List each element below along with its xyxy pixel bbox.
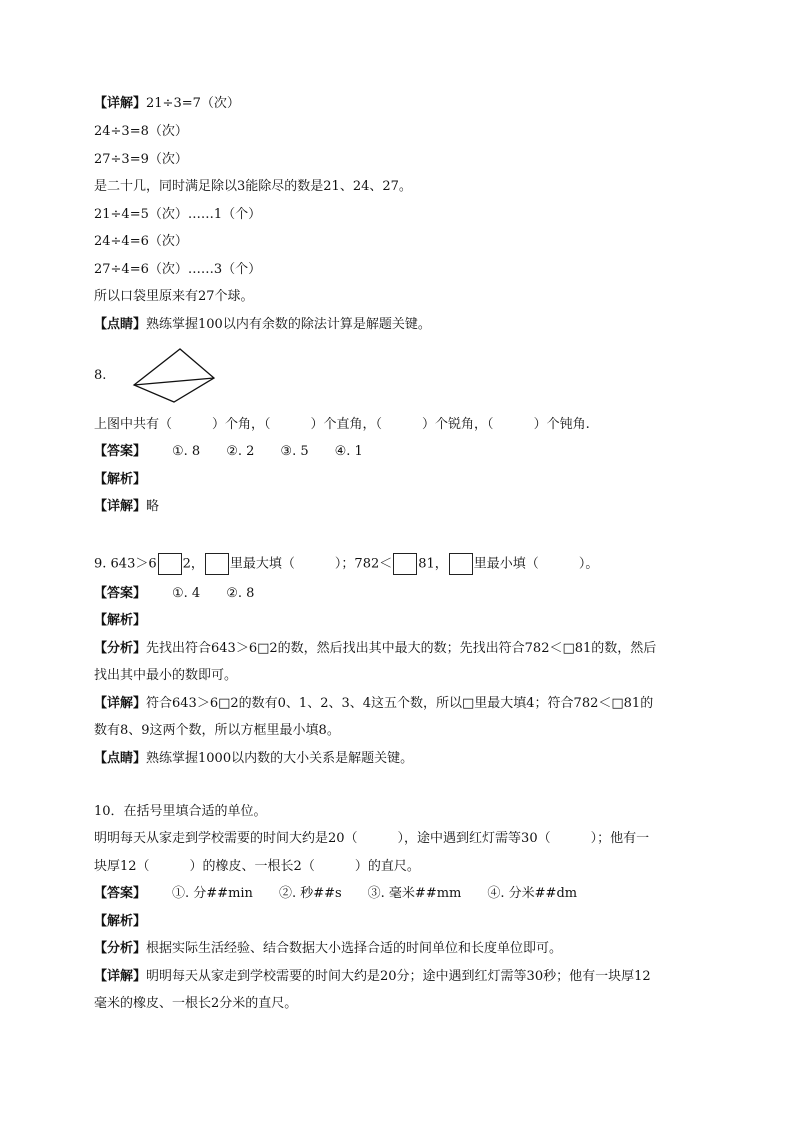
answer-item: ②. 秒##s: [278, 886, 342, 901]
analysis-tag: 【解析】: [94, 472, 147, 487]
calc-line: 27÷4=6（次）……3（个）: [94, 262, 262, 277]
detail-tag: 【详解】: [94, 96, 147, 111]
detail-line: 【详解】略: [94, 499, 160, 514]
answer-item: ③. 5: [280, 444, 309, 459]
answer-item: ②. 2: [226, 444, 255, 459]
blank-box: [205, 553, 229, 575]
calc-line: 27÷3=9（次）: [94, 152, 188, 167]
detail-line: 【详解】明明每天从家走到学校需要的时间大约是20分；途中遇到红灯需等30秒；他有一块厚12: [94, 969, 651, 984]
answer-line: [94, 885, 577, 903]
blank-box: [158, 553, 182, 575]
detail-line: 【详解】符合643＞6□2的数有0、1、2、3、4这五个数，所以□里最大填4；符合782＜□81的: [94, 696, 654, 711]
detail-line: 毫米的橡皮、一根长2分米的直尺。: [94, 996, 298, 1011]
answer-line: [94, 443, 363, 461]
answer-item: ①. 分##min: [172, 886, 253, 901]
answer-tag: 【答案】: [94, 886, 147, 901]
tip-line: 【点睛】熟练掌握100以内有余数的除法计算是解题关键。: [94, 317, 431, 332]
detail-line-1: 【详解】21÷3=7（次）: [94, 96, 240, 111]
blank-box: [449, 553, 473, 575]
question-text: 明明每天从家走到学校需要的时间大约是20（ ），途中遇到红灯需等30（ ）；他有一: [94, 831, 650, 846]
text-line: 是二十几，同时满足除以3能除尽的数是21、24、27。: [94, 179, 412, 194]
fenxi-tag: 【分析】: [94, 641, 147, 656]
answer-tag: 【答案】: [94, 444, 147, 459]
detail-tag: 【详解】: [94, 969, 147, 984]
blank-box: [393, 553, 417, 575]
fenxi-line: 【分析】根据实际生活经验、结合数据大小选择合适的时间单位和长度单位即可。: [94, 941, 563, 956]
detail-line: 数有8、9这两个数，所以方框里最小填8。: [94, 723, 340, 738]
text-line: 所以口袋里原来有27个球。: [94, 289, 254, 304]
calc-line: 24÷4=6（次）: [94, 234, 188, 249]
answer-item: ④. 分米##dm: [487, 886, 578, 901]
tip-line: 【点睛】熟练掌握1000以内数的大小关系是解题关键。: [94, 751, 414, 766]
fenxi-tag: 【分析】: [94, 941, 147, 956]
question-text: 块厚12（ ）的橡皮、一根长2（ ）的直尺。: [94, 859, 420, 874]
answer-line: [94, 585, 254, 603]
triangle-figure: [130, 345, 220, 407]
answer-item: ②. 8: [226, 586, 255, 601]
detail-tag: 【详解】: [94, 696, 147, 711]
question-text: 9. 643＞6 2， 里最大填（ ）；782＜ 81， 里最小填（ ）。: [94, 553, 598, 575]
tip-tag: 【点睛】: [94, 751, 147, 766]
analysis-tag: 【解析】: [94, 613, 147, 628]
calc-line: 21÷4=5（次）……1（个）: [94, 207, 262, 222]
fenxi-line: 找出其中最小的数即可。: [94, 668, 238, 683]
answer-item: ③. 毫米##mm: [367, 886, 462, 901]
tip-tag: 【点睛】: [94, 317, 147, 332]
answer-tag: 【答案】: [94, 586, 147, 601]
answer-item: ①. 8: [172, 444, 201, 459]
answer-item: ①. 4: [172, 586, 201, 601]
question-title: 10．在括号里填合适的单位。: [94, 804, 267, 819]
question-number: 8.: [94, 368, 107, 383]
answer-item: ④. 1: [334, 444, 363, 459]
question-text: 上图中共有（ ）个角，（ ）个直角，（ ）个锐角，（ ）个钝角.: [94, 417, 590, 432]
fenxi-line: 【分析】先找出符合643＞6□2的数，然后找出其中最大的数；先找出符合782＜□81的数，然后: [94, 641, 657, 656]
detail-tag: 【详解】: [94, 499, 147, 514]
analysis-tag: 【解析】: [94, 914, 147, 929]
calc-line: 24÷3=8（次）: [94, 124, 188, 139]
